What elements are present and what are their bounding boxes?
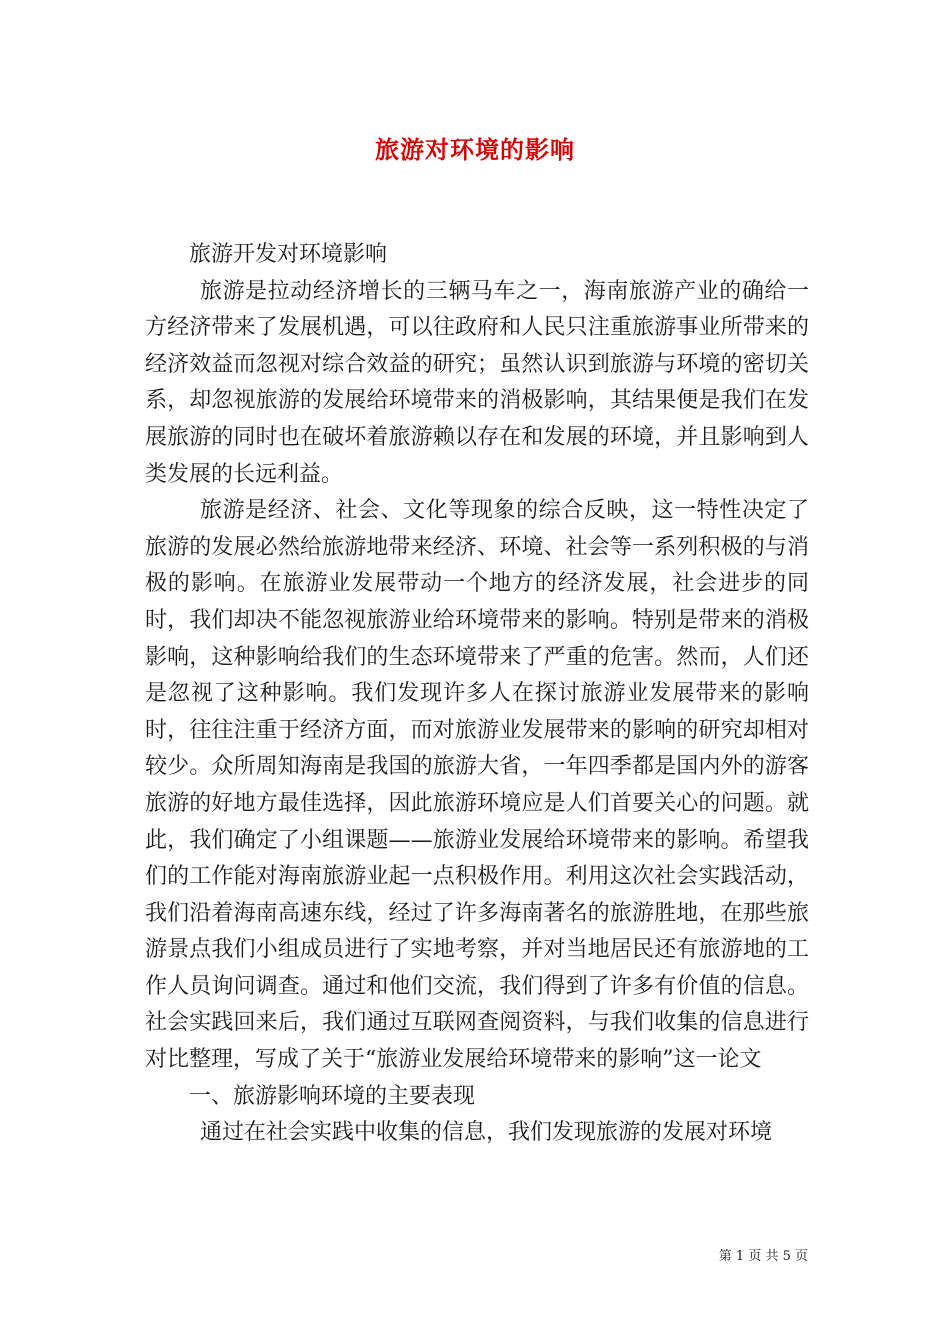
body-paragraph: 旅游是拉动经济增长的三辆马车之一，海南旅游产业的确给一方经济带来了发展机遇，可以往政府和人民只注重旅游事业所带来的经济效益而忽视对综合效益的研究；虽然认识到旅游与环境的密切关系，却忽视旅游的发展给环境带来的消极影响，其结果便是我们在发展旅游的同时也在破坏着旅游赖以存在和发展的环境，并且影响到人类发展的长远利益。 [145, 278, 809, 487]
body-paragraph: 通过在社会实践中收集的信息，我们发现旅游的发展对环境 [200, 1120, 773, 1146]
page-title: 旅游对环境的影响 [375, 135, 575, 164]
page-footer: 第 1 页 共 5 页 [718, 1249, 808, 1264]
section-heading: 旅游开发对环境影响 [189, 242, 388, 267]
document-body [145, 237, 809, 1152]
body-paragraph: 旅游是经济、社会、文化等现象的综合反映，这一特性决定了旅游的发展必然给旅游地带来经济、环境、社会等一系列积极的与消极的影响。在旅游业发展带动一个地方的经济发展，社会进步的同时，我们却决不能忽视旅游业给环境带来的影响。特别是带来的消极影响，这种影响给我们的生态环境带来了严重的危害。然而，人们还是忽视了这种影响。我们发现许多人在探讨旅游业发展带来的影响时，往往注重于经济方面，而对旅游业发展带来的影响的研究却相对较少。众所周知海南是我国的旅游大省，一年四季都是国内外的游客旅游的好地方最佳选择，因此旅游环境应是人们首要关心的问题。就此，我们确定了小组课题——旅游业发展给环境带来的影响。希望我们的工作能对海南旅游业起一点积极作用。利用这次社会实践活动，我们沿着海南高速东线，经过了许多海南著名的旅游胜地，在那些旅游景点我们小组成员进行了实地考察，并对当地居民还有旅游地的工作人员询问调查。通过和他们交流，我们得到了许多有价值的信息。社会实践回来后，我们通过互联网查阅资料，与我们收集的信息进行对比整理，写成了关于“旅游业发展给环境带来的影响”这一论文 [145, 498, 809, 1073]
section-heading: 一、旅游影响环境的主要表现 [189, 1083, 476, 1109]
